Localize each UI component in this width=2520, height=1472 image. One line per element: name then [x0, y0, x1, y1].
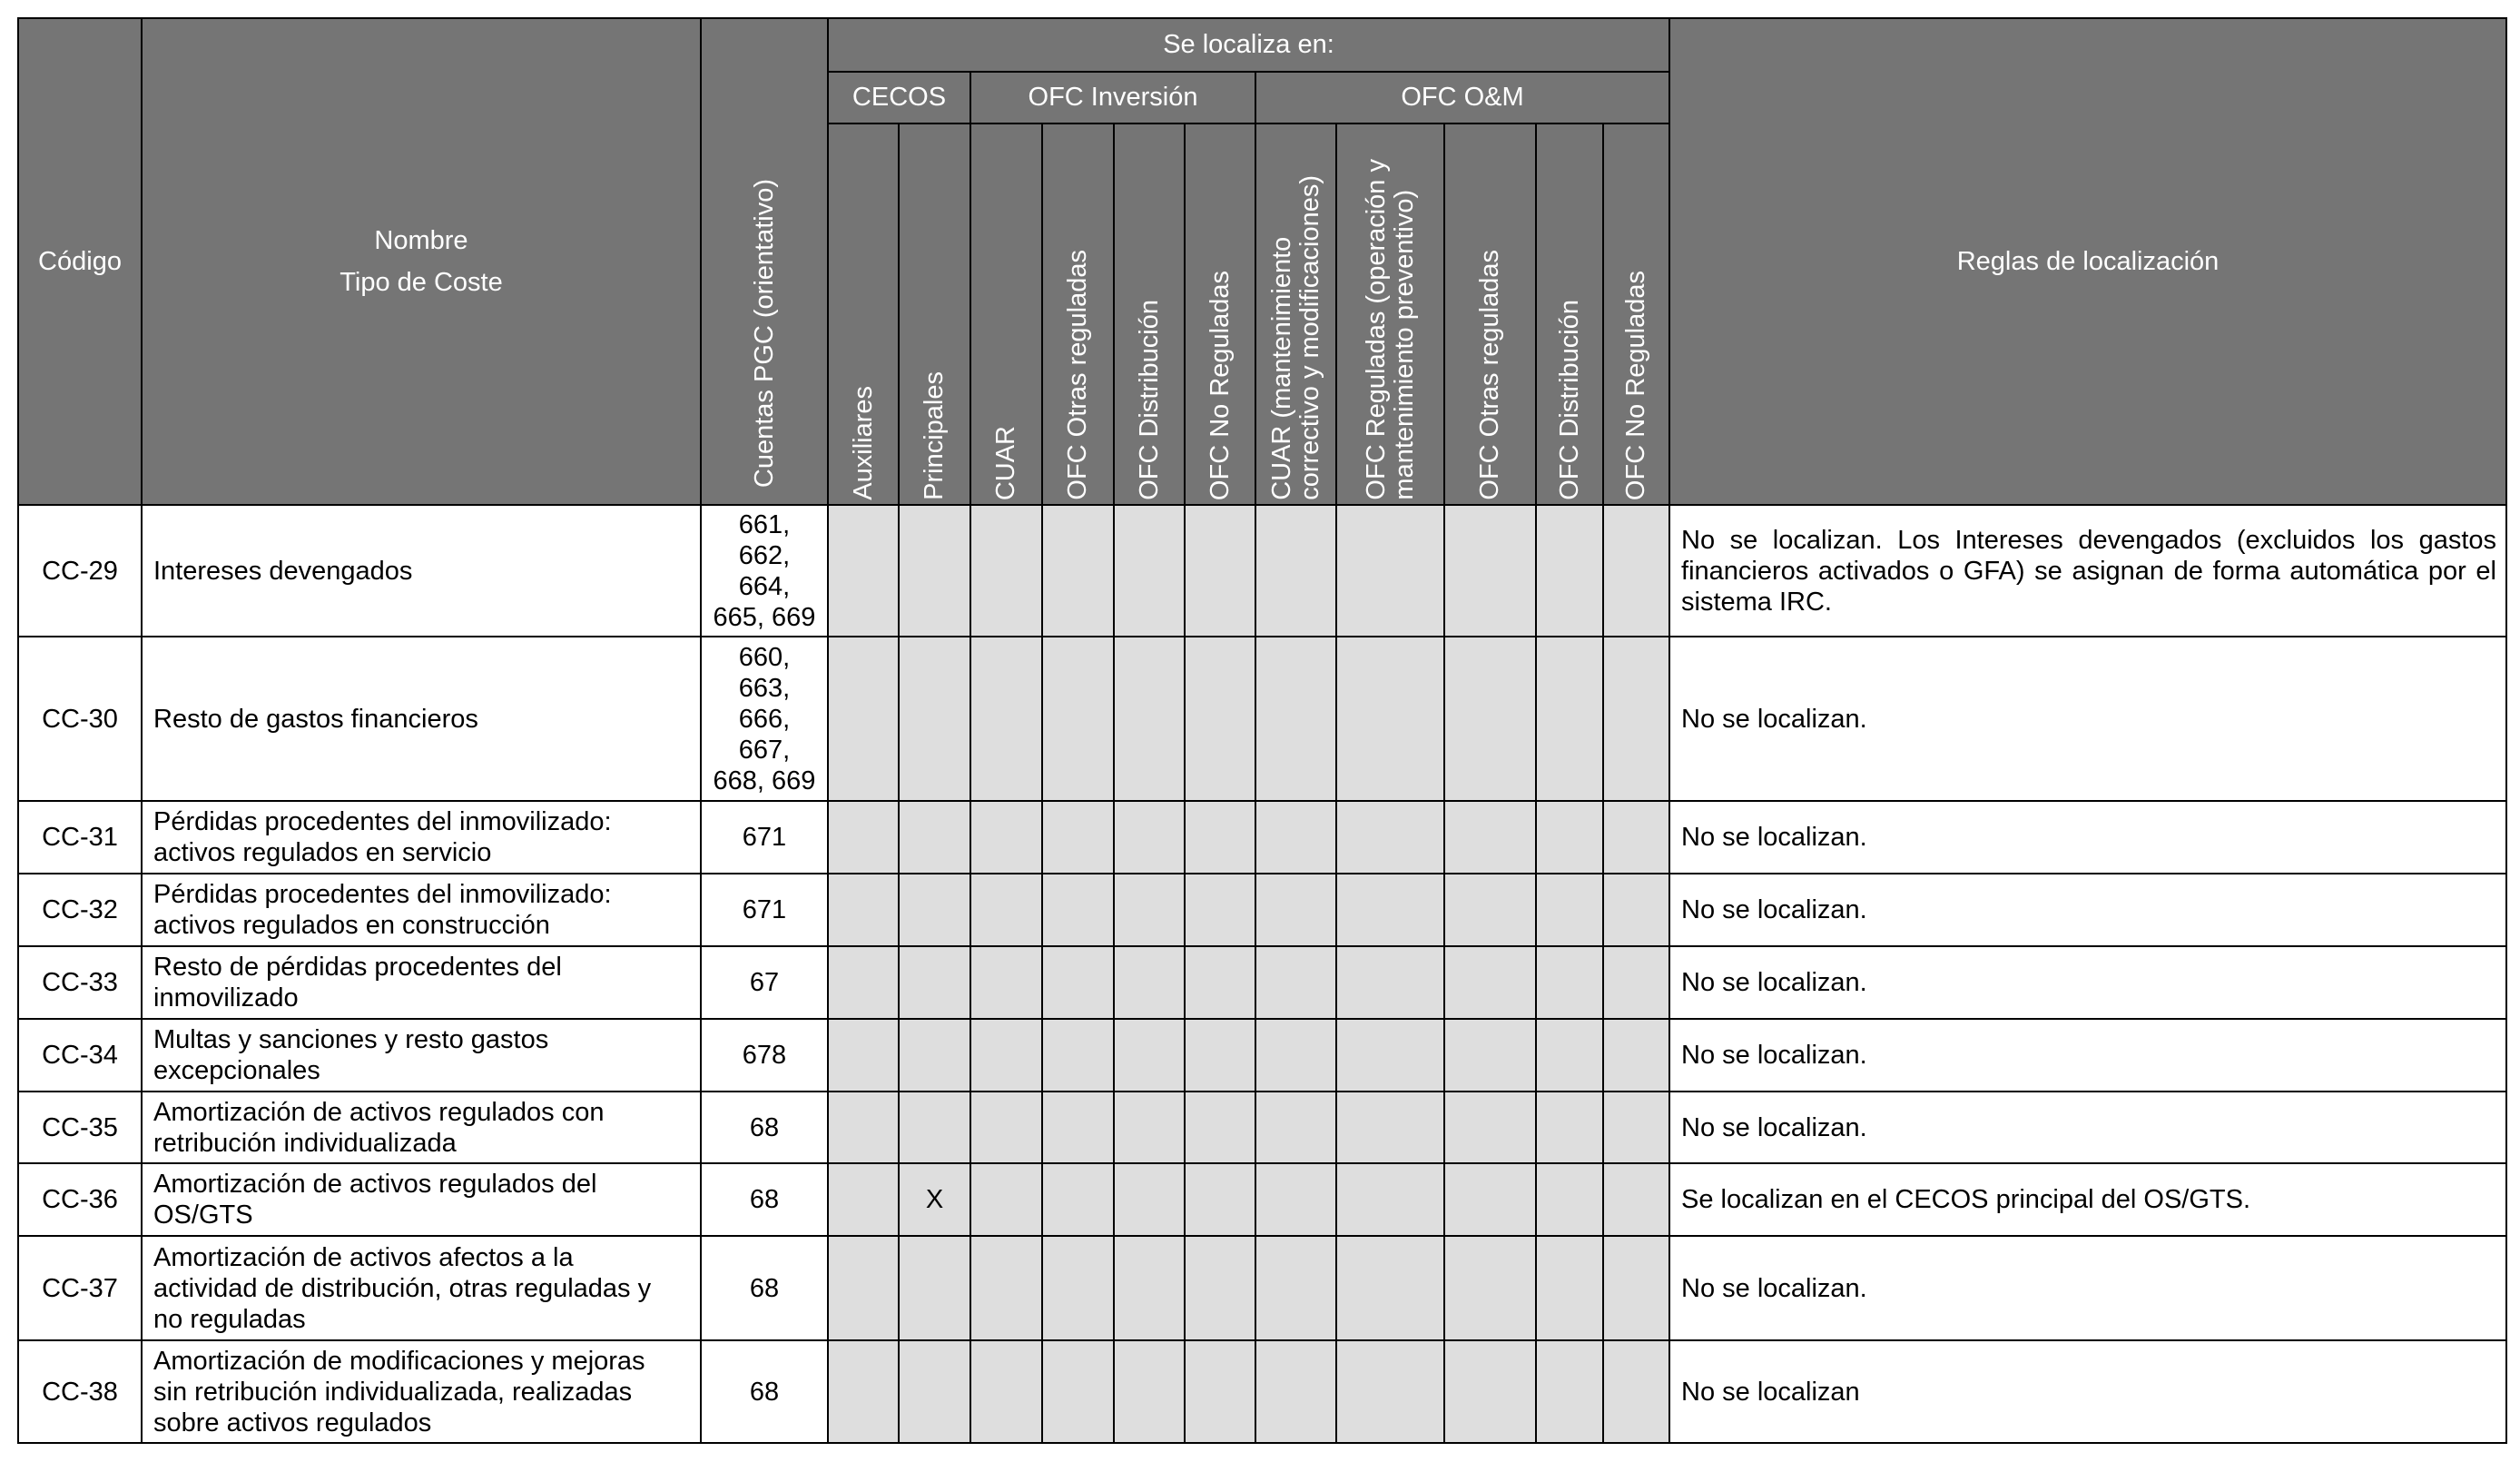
cell-cuentas-line: 660, — [738, 642, 791, 672]
cell-location-mark — [1336, 1019, 1444, 1092]
cell-nombre-line: Amortización de activos afectos a la — [153, 1242, 574, 1272]
cell-cuentas — [701, 1163, 828, 1236]
cell-location-mark — [1042, 1092, 1114, 1163]
cell-location-mark — [1336, 1340, 1444, 1443]
cell-location-mark — [1444, 1092, 1536, 1163]
cell-location-mark — [1536, 946, 1603, 1019]
cell-location-mark — [1536, 1340, 1603, 1443]
cell-cuentas-line: 68 — [749, 1273, 780, 1303]
cell-nombre-line: Amortización de activos regulados del — [153, 1170, 597, 1199]
cell-cuentas-line: 661, — [738, 509, 791, 539]
cell-cuentas — [701, 1019, 828, 1092]
header-inv-cuar — [970, 123, 1042, 505]
header-se-localiza: Se localiza en: — [828, 18, 1669, 72]
cell-location-mark — [1185, 505, 1255, 637]
cell-cuentas-line: 68 — [749, 1377, 780, 1407]
cell-location-mark — [1603, 1163, 1669, 1236]
header-codigo: Código — [18, 18, 142, 505]
cell-location-mark — [1536, 1019, 1603, 1092]
cell-location-mark — [1114, 874, 1185, 946]
cell-regla-text: No se localizan. — [1681, 895, 1867, 924]
table-row — [18, 1340, 2506, 1443]
cell-nombre-line: retribución individualizada — [153, 1128, 457, 1158]
cell-location-mark — [970, 1092, 1042, 1163]
cell-location-mark — [1603, 946, 1669, 1019]
cell-location-mark — [899, 505, 970, 637]
cell-cuentas — [701, 1236, 828, 1340]
table-row — [18, 505, 2506, 637]
cell-location-mark — [1255, 1019, 1336, 1092]
header-reglas: Reglas de localización — [1669, 18, 2506, 505]
header-group-cecos: CECOS — [828, 72, 970, 123]
cost-location-table-document — [17, 17, 2507, 1444]
cell-location-mark — [1536, 1236, 1603, 1340]
table-row — [18, 1092, 2506, 1163]
cell-location-mark — [1444, 1019, 1536, 1092]
cell-regla — [1669, 946, 2506, 1019]
cell-cuentas-line: 667, — [738, 735, 791, 765]
header-om-distribucion-label: OFC Distribución — [1554, 300, 1584, 500]
cell-location-mark — [1042, 637, 1114, 801]
table-row — [18, 801, 2506, 874]
cell-location-mark — [1603, 801, 1669, 874]
cell-codigo: CC-38 — [18, 1340, 142, 1443]
header-group-ofc-inversion: OFC Inversión — [970, 72, 1255, 123]
cell-location-mark — [899, 1340, 970, 1443]
cell-cuentas-line: 665, 669 — [713, 602, 816, 632]
cell-location-mark — [1536, 505, 1603, 637]
cell-location-mark — [1603, 505, 1669, 637]
cell-location-mark — [1114, 1092, 1185, 1163]
table-row — [18, 946, 2506, 1019]
cell-cuentas — [701, 1092, 828, 1163]
cell-location-mark — [1603, 637, 1669, 801]
cell-location-mark — [1336, 1092, 1444, 1163]
cell-nombre-line: Resto de gastos financieros — [153, 704, 478, 734]
cell-location-mark — [1255, 946, 1336, 1019]
cell-nombre — [142, 1019, 701, 1092]
cell-location-mark — [828, 1163, 899, 1236]
cell-cuentas-line: 666, — [738, 704, 791, 734]
cell-location-mark — [899, 801, 970, 874]
cell-cuentas — [701, 1340, 828, 1443]
cell-cuentas-line: 678 — [742, 1041, 787, 1070]
cell-location-mark — [1185, 1092, 1255, 1163]
cell-location-mark — [1114, 801, 1185, 874]
cell-location-mark — [1185, 1340, 1255, 1443]
cell-location-mark — [1336, 874, 1444, 946]
cell-location-mark — [970, 801, 1042, 874]
cell-location-mark — [1185, 1236, 1255, 1340]
cell-location-mark — [828, 874, 899, 946]
cell-location-mark — [1255, 637, 1336, 801]
cell-nombre — [142, 637, 701, 801]
table-row — [18, 1236, 2506, 1340]
cell-cuentas — [701, 946, 828, 1019]
cell-codigo: CC-29 — [18, 505, 142, 637]
cell-location-mark — [970, 1236, 1042, 1340]
cell-location-mark — [1185, 801, 1255, 874]
header-cuentas — [701, 18, 828, 505]
header-group-ofc-om: OFC O&M — [1255, 72, 1669, 123]
cell-codigo: CC-32 — [18, 874, 142, 946]
cell-location-mark — [828, 1340, 899, 1443]
cell-nombre-line: excepcionales — [153, 1056, 320, 1085]
header-om-no-reguladas-label: OFC No Reguladas — [1621, 270, 1650, 500]
cell-cuentas-line: 662, — [738, 540, 791, 570]
cell-location-mark — [1336, 637, 1444, 801]
cell-location-mark — [1444, 1340, 1536, 1443]
cell-location-mark — [1042, 801, 1114, 874]
header-principales-label: Principales — [920, 371, 949, 500]
cell-regla — [1669, 1236, 2506, 1340]
cell-location-mark — [1185, 1163, 1255, 1236]
cell-codigo: CC-30 — [18, 637, 142, 801]
cell-location-mark — [970, 505, 1042, 637]
cell-location-mark — [828, 1236, 899, 1340]
cell-codigo: CC-33 — [18, 946, 142, 1019]
cell-nombre-line: Pérdidas procedentes del inmovilizado: — [153, 880, 612, 909]
cell-location-mark — [899, 637, 970, 801]
table-row — [18, 1163, 2506, 1236]
cell-location-mark — [1255, 1340, 1336, 1443]
cell-location-mark — [1603, 1092, 1669, 1163]
cell-regla-text: No se localizan. — [1681, 1112, 1867, 1142]
cell-nombre-line: activos regulados en construcción — [153, 911, 550, 940]
cell-regla — [1669, 801, 2506, 874]
cell-cuentas-line: 671 — [742, 895, 787, 924]
cell-location-mark — [1444, 1236, 1536, 1340]
header-inv-distribucion-label: OFC Distribución — [1134, 300, 1164, 500]
cell-location-mark: X — [899, 1163, 970, 1236]
cell-regla — [1669, 874, 2506, 946]
header-inv-no-reguladas — [1185, 123, 1255, 505]
cell-location-mark — [1042, 1163, 1114, 1236]
table-header — [18, 18, 2506, 505]
cell-nombre-line: Amortización de activos regulados con — [153, 1097, 605, 1127]
table-body — [18, 505, 2506, 1443]
cell-regla — [1669, 637, 2506, 801]
cell-nombre-line: actividad de distribución, otras reguladas y — [153, 1273, 652, 1303]
cell-regla-text: No se localizan. Los Intereses devengados (excluidos los gastos financieros activados o GFA) se asignan de forma automática por el sistema IRC. — [1681, 525, 2497, 617]
cell-location-mark — [899, 1019, 970, 1092]
header-nombre-line1: Nombre — [374, 226, 468, 255]
cell-nombre-line: inmovilizado — [153, 983, 299, 1013]
cell-location-mark — [1114, 637, 1185, 801]
table-row — [18, 637, 2506, 801]
cell-cuentas — [701, 801, 828, 874]
cell-nombre — [142, 1163, 701, 1236]
cell-location-mark — [1444, 801, 1536, 874]
cell-regla — [1669, 1340, 2506, 1443]
header-cuentas-label: Cuentas PGC (orientativo) — [749, 178, 779, 488]
cell-nombre-line: Amortización de modificaciones y mejoras — [153, 1346, 645, 1376]
cell-location-mark — [1603, 1340, 1669, 1443]
cell-nombre-line: Multas y sanciones y resto gastos — [153, 1025, 549, 1054]
cell-regla — [1669, 1092, 2506, 1163]
cell-location-mark — [970, 1340, 1042, 1443]
header-om-no-reguladas — [1603, 123, 1669, 505]
cell-codigo: CC-35 — [18, 1092, 142, 1163]
cell-location-mark — [970, 1163, 1042, 1236]
cell-location-mark — [1255, 505, 1336, 637]
cell-regla — [1669, 505, 2506, 637]
cell-nombre-line: OS/GTS — [153, 1200, 253, 1230]
cell-cuentas — [701, 505, 828, 637]
header-om-reguladas-line2: mantenimiento preventivo) — [1389, 190, 1419, 500]
header-om-cuar-label — [1268, 175, 1324, 500]
header-om-cuar — [1255, 123, 1336, 505]
cell-cuentas-line: 68 — [749, 1112, 780, 1142]
table-row — [18, 1019, 2506, 1092]
cell-location-mark — [1444, 946, 1536, 1019]
cell-location-mark — [1536, 874, 1603, 946]
cell-location-mark — [1255, 1163, 1336, 1236]
cell-location-mark — [1336, 946, 1444, 1019]
header-inv-otras — [1042, 123, 1114, 505]
cell-location-mark — [1336, 801, 1444, 874]
header-principales — [899, 123, 970, 505]
cell-location-mark — [1185, 874, 1255, 946]
cell-location-mark — [1185, 1019, 1255, 1092]
table-row — [18, 874, 2506, 946]
cell-nombre-line: sobre activos regulados — [153, 1408, 432, 1437]
cell-location-mark — [1114, 1236, 1185, 1340]
cell-location-mark — [1255, 874, 1336, 946]
cell-location-mark — [828, 637, 899, 801]
cost-location-table — [17, 17, 2507, 1444]
cell-location-mark — [828, 946, 899, 1019]
cell-location-mark — [1444, 637, 1536, 801]
cell-codigo: CC-31 — [18, 801, 142, 874]
cell-nombre-line: Intereses devengados — [153, 556, 413, 586]
cell-codigo: CC-34 — [18, 1019, 142, 1092]
cell-location-mark — [899, 1236, 970, 1340]
cell-codigo: CC-36 — [18, 1163, 142, 1236]
cell-nombre — [142, 1340, 701, 1443]
header-om-otras-label: OFC Otras reguladas — [1475, 250, 1504, 500]
cell-regla-text: No se localizan. — [1681, 823, 1867, 852]
header-om-otras — [1444, 123, 1536, 505]
cell-nombre — [142, 946, 701, 1019]
cell-regla-text: No se localizan — [1681, 1377, 1860, 1407]
cell-location-mark — [1114, 1340, 1185, 1443]
cell-location-mark — [828, 1092, 899, 1163]
header-om-reguladas — [1336, 123, 1444, 505]
cell-location-mark — [899, 1092, 970, 1163]
cell-location-mark — [1114, 946, 1185, 1019]
header-auxiliares — [828, 123, 899, 505]
cell-location-mark — [1336, 1163, 1444, 1236]
header-auxiliares-label: Auxiliares — [848, 386, 878, 500]
cell-location-mark — [970, 946, 1042, 1019]
cell-regla — [1669, 1163, 2506, 1236]
cell-nombre-line: activos regulados en servicio — [153, 838, 492, 867]
cell-regla-text: No se localizan. — [1681, 968, 1867, 997]
cell-location-mark — [1536, 637, 1603, 801]
cell-cuentas-line: 668, 669 — [713, 766, 816, 795]
cell-location-mark — [1536, 1092, 1603, 1163]
cell-nombre — [142, 801, 701, 874]
cell-regla-text: No se localizan. — [1681, 1041, 1867, 1070]
header-inv-no-reguladas-label: OFC No Reguladas — [1205, 270, 1235, 500]
cell-location-mark — [1185, 946, 1255, 1019]
cell-location-mark — [1444, 505, 1536, 637]
cell-location-mark — [1042, 874, 1114, 946]
cell-location-mark — [1603, 1236, 1669, 1340]
header-inv-distribucion — [1114, 123, 1185, 505]
header-om-cuar-line2: correctivo y modificaciones) — [1294, 175, 1324, 500]
cell-cuentas-line: 671 — [742, 823, 787, 852]
cell-cuentas — [701, 874, 828, 946]
cell-cuentas-line: 67 — [749, 968, 780, 997]
cell-regla-text: No se localizan. — [1681, 704, 1867, 734]
header-om-distribucion — [1536, 123, 1603, 505]
cell-regla — [1669, 1019, 2506, 1092]
cell-location-mark — [1444, 874, 1536, 946]
cell-location-mark — [1336, 1236, 1444, 1340]
cell-cuentas — [701, 637, 828, 801]
cell-location-mark — [1042, 1236, 1114, 1340]
cell-location-mark — [1042, 946, 1114, 1019]
cell-location-mark — [1336, 505, 1444, 637]
cell-location-mark — [899, 946, 970, 1019]
cell-location-mark — [828, 801, 899, 874]
cell-cuentas-line: 663, — [738, 673, 791, 703]
header-om-cuar-line1: CUAR (mantenimiento — [1266, 236, 1296, 500]
cell-nombre — [142, 1092, 701, 1163]
cell-location-mark — [1042, 1340, 1114, 1443]
cell-nombre — [142, 874, 701, 946]
cell-location-mark — [899, 874, 970, 946]
cell-regla-text: Se localizan en el CECOS principal del OS/GTS. — [1681, 1185, 2251, 1214]
cell-location-mark — [1042, 505, 1114, 637]
cell-location-mark — [1185, 637, 1255, 801]
cell-location-mark — [970, 1019, 1042, 1092]
cell-nombre-line: no reguladas — [153, 1304, 306, 1334]
cell-location-mark — [1536, 801, 1603, 874]
cell-location-mark — [1255, 1236, 1336, 1340]
cell-location-mark — [1114, 1019, 1185, 1092]
header-om-reguladas-line1: OFC Reguladas (operación y — [1361, 159, 1391, 500]
cell-cuentas-line: 664, — [738, 571, 791, 601]
cell-location-mark — [1114, 1163, 1185, 1236]
cell-nombre-line: Resto de pérdidas procedentes del — [153, 953, 562, 982]
cell-regla-text: No se localizan. — [1681, 1273, 1867, 1303]
header-inv-cuar-label: CUAR — [991, 425, 1020, 500]
cell-location-mark — [1444, 1163, 1536, 1236]
cell-location-mark — [1603, 1019, 1669, 1092]
cell-codigo: CC-37 — [18, 1236, 142, 1340]
cell-location-mark — [1042, 1019, 1114, 1092]
cell-nombre-line: sin retribución individualizada, realizadas — [153, 1377, 633, 1407]
header-nombre-line2: Tipo de Coste — [340, 268, 503, 297]
cell-nombre-line: Pérdidas procedentes del inmovilizado: — [153, 807, 612, 836]
cell-location-mark — [1255, 1092, 1336, 1163]
cell-location-mark — [970, 874, 1042, 946]
cell-nombre — [142, 505, 701, 637]
header-nombre — [142, 18, 701, 505]
cell-location-mark — [1536, 1163, 1603, 1236]
cell-location-mark — [1255, 801, 1336, 874]
header-inv-otras-label: OFC Otras reguladas — [1063, 250, 1092, 500]
cell-location-mark — [1114, 505, 1185, 637]
cell-nombre — [142, 1236, 701, 1340]
cell-cuentas-line: 68 — [749, 1185, 780, 1214]
cell-location-mark — [1603, 874, 1669, 946]
cell-location-mark — [828, 1019, 899, 1092]
cell-location-mark — [828, 505, 899, 637]
cell-location-mark — [970, 637, 1042, 801]
header-om-reguladas-label — [1363, 159, 1419, 500]
